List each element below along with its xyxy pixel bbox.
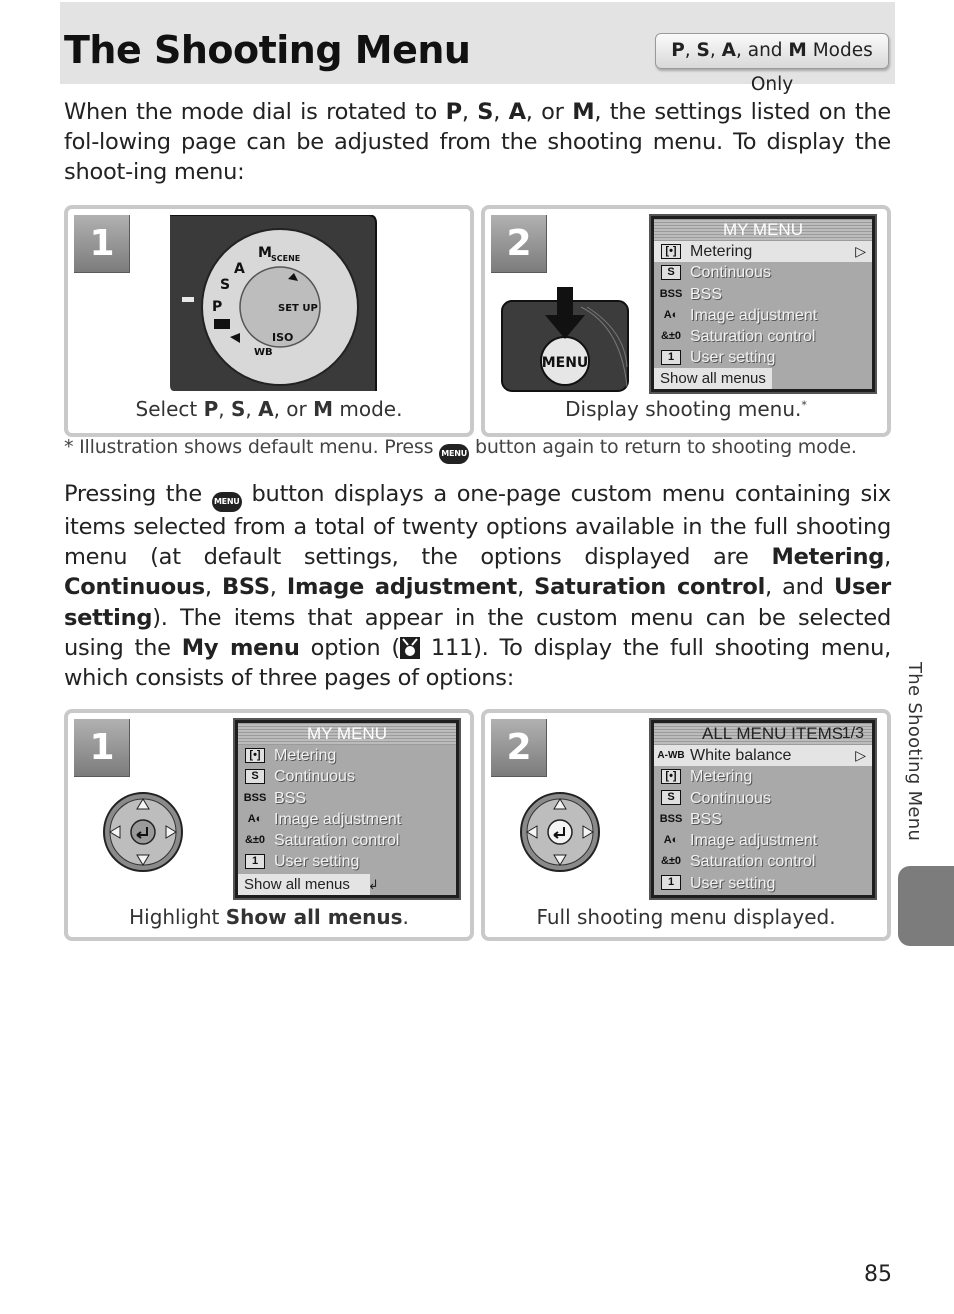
continuous-icon: S	[657, 790, 685, 807]
page-indicator: 1/3	[841, 725, 864, 742]
body-text: ,	[884, 544, 891, 571]
my-menu-title: MY MENU	[654, 219, 872, 241]
modes-badge	[655, 33, 889, 95]
step-number: 2	[491, 719, 547, 777]
caption-text: ,	[218, 397, 231, 421]
menu-button-icon: MENU	[212, 492, 242, 512]
image-adjustment-icon: A◐	[663, 308, 679, 321]
intro-mode-s: S	[477, 99, 494, 125]
intro-text: , the settings listed on the fol-lowing page can be adjusted from the shooting menu. To display the shoot-ing menu:	[64, 99, 891, 186]
menu-item-user-setting[interactable]: 1 User setting	[654, 347, 872, 368]
metering-icon: [•]	[657, 768, 685, 785]
image-adjustment-icon: A◐	[247, 812, 263, 825]
menu-item-continuous[interactable]: S Continuous	[654, 788, 872, 809]
dial-label-iso: ISO	[272, 331, 294, 344]
caption-text: ,	[245, 397, 259, 421]
step-panel-display-menu	[481, 205, 891, 437]
menu-item-saturation-control[interactable]: &±0 Saturation control	[654, 326, 872, 347]
bss-icon: BSS	[659, 287, 683, 300]
term-user-setting: User setting	[64, 574, 891, 631]
menu-item-bss[interactable]: BSS BSS	[654, 284, 872, 305]
step-caption	[68, 397, 470, 421]
dial-label-scene: SCENE	[271, 254, 301, 263]
side-tab-label: The Shooting Menu	[904, 662, 925, 842]
footnote	[64, 436, 894, 464]
caption-text: Select	[135, 397, 204, 421]
term-image-adjustment: Image adjustment	[286, 574, 518, 601]
user-setting-icon: 1	[657, 349, 685, 366]
camera-mode-icon	[214, 319, 230, 329]
dial-label-m: M	[258, 245, 272, 261]
dial-label-wb: WB	[254, 347, 273, 358]
my-menu-screen	[649, 214, 877, 394]
step-panel-highlight-show-all	[64, 709, 474, 941]
caption-mode-m: M	[313, 397, 334, 421]
caption-mode-a: A	[258, 397, 274, 421]
caption-text: mode.	[333, 397, 403, 421]
bss-icon: BSS	[659, 812, 683, 825]
menu-item-image-adjustment[interactable]: A◐ Image adjustment	[654, 305, 872, 326]
page-number: 85	[864, 1262, 892, 1287]
step-number: 1	[74, 719, 130, 777]
body-text: ). The items that appear in the custom menu can be selected using the	[64, 604, 891, 661]
show-all-menus-item-highlighted[interactable]	[238, 874, 379, 895]
footnote-marker: *	[801, 398, 807, 412]
step-panel-select-mode	[64, 205, 474, 437]
badge-sep: ,	[709, 40, 722, 61]
multi-selector-illustration	[519, 791, 601, 873]
all-menu-items-screen	[649, 718, 877, 900]
intro-mode-m: M	[572, 99, 595, 125]
intro-mode-p: P	[445, 99, 462, 125]
arrow-right-icon: ▷	[855, 747, 866, 763]
show-all-label: Show all menus	[244, 876, 350, 893]
menu-item-metering[interactable]: [•] Metering ▷	[654, 241, 872, 262]
caption-mode-p: P	[203, 397, 219, 421]
step-caption	[485, 397, 887, 421]
footnote-text: button again to return to shooting mode.	[469, 436, 857, 458]
badge-mode-m: M	[788, 40, 807, 61]
intro-text: When the mode dial is rotated to	[64, 99, 446, 125]
saturation-icon: &±0	[244, 834, 266, 847]
my-menu-screen-show-all	[233, 718, 461, 900]
all-menu-title-bar	[654, 723, 872, 745]
dial-label-s: S	[220, 277, 231, 293]
step-number: 1	[74, 215, 130, 273]
menu-item-user-setting[interactable]: 1 User setting	[238, 851, 456, 872]
body-text: Pressing the	[64, 481, 212, 507]
menu-item-saturation-control[interactable]: &±0 Saturation control	[238, 830, 456, 851]
page-title: The Shooting Menu	[64, 28, 471, 72]
menu-item-metering[interactable]: [•] Metering	[238, 745, 456, 766]
dial-label-a: A	[234, 261, 245, 277]
my-menu-title: MY MENU	[238, 723, 456, 745]
caption-text: , or	[273, 397, 314, 421]
all-menu-title: ALL MENU ITEMS	[702, 724, 844, 743]
badge-sep: ,	[684, 40, 697, 61]
menu-item-image-adjustment[interactable]: A◐ Image adjustment	[654, 830, 872, 851]
intro-paragraph	[64, 97, 891, 188]
user-setting-icon: 1	[241, 853, 269, 870]
badge-suffix: Modes Only	[750, 40, 873, 95]
image-adjustment-icon: A◐	[663, 834, 679, 847]
badge-mode-p: P	[671, 40, 685, 61]
caption-text: Full shooting menu displayed.	[536, 905, 836, 929]
menu-item-continuous[interactable]: S Continuous	[654, 262, 872, 283]
menu-item-image-adjustment[interactable]: A◐ Image adjustment	[238, 809, 456, 830]
caption-text: Display shooting menu.	[565, 397, 802, 421]
term-bss: BSS	[221, 574, 270, 601]
saturation-icon: &±0	[660, 855, 682, 868]
footnote-text: * Illustration shows default menu. Press	[64, 436, 440, 458]
intro-text: ,	[493, 99, 509, 125]
menu-button-label: MENU	[541, 355, 589, 371]
menu-item-white-balance[interactable]: A-WB White balance ▷	[654, 745, 872, 766]
page-reference-icon	[400, 637, 420, 659]
enter-icon: ↲	[367, 877, 379, 892]
arrow-right-icon: ▷	[855, 243, 866, 259]
body-text: option (	[299, 634, 400, 661]
multi-selector-illustration	[102, 791, 184, 873]
continuous-icon: S	[241, 768, 269, 785]
metering-icon: [•]	[241, 747, 269, 764]
body-text: ,	[269, 574, 287, 601]
menu-item-saturation-control[interactable]: &±0 Saturation control	[654, 851, 872, 872]
saturation-icon: &±0	[660, 330, 682, 343]
menu-item-bss[interactable]: BSS BSS	[654, 809, 872, 830]
mode-dial-illustration	[168, 215, 378, 395]
metering-icon: [•]	[657, 243, 685, 260]
menu-button-icon: MENU	[439, 444, 469, 464]
step-caption	[68, 905, 470, 929]
body-paragraph	[64, 479, 891, 693]
menu-item-continuous[interactable]: S Continuous	[238, 766, 456, 787]
body-text: ,	[517, 574, 535, 601]
badge-mode-s: S	[696, 40, 710, 61]
dial-label-setup: SET UP	[278, 303, 318, 314]
menu-item-user-setting[interactable]: 1 User setting	[654, 873, 872, 894]
intro-text: , or	[525, 99, 573, 125]
side-tab-marker	[898, 866, 954, 946]
step-panel-full-menu	[481, 709, 891, 941]
body-text: 111). To display the full shooting menu, which consists of three pages of options:	[64, 634, 891, 692]
menu-item-bss[interactable]: BSS BSS	[238, 788, 456, 809]
menu-button-illustration	[501, 287, 631, 393]
term-my-menu: My menu	[181, 634, 300, 661]
badge-mode-a: A	[721, 40, 736, 61]
term-metering: Metering	[771, 544, 885, 571]
menu-item-metering[interactable]: [•] Metering	[654, 766, 872, 787]
term-saturation-control: Saturation control	[534, 574, 766, 601]
intro-text: ,	[461, 99, 478, 125]
body-text: button displays a one-page custom menu containing six items selected from a total of twenty options available in the full shooting menu (at default settings, the options displayed are	[64, 481, 891, 571]
white-balance-icon: A-WB	[657, 750, 685, 761]
caption-show-all-menus: Show all menus	[225, 905, 403, 929]
user-setting-icon: 1	[657, 875, 685, 892]
step-number: 2	[491, 215, 547, 273]
caption-mode-s: S	[230, 397, 246, 421]
dial-label-p: P	[212, 299, 223, 315]
term-continuous: Continuous	[64, 574, 205, 601]
caption-text: .	[402, 905, 409, 929]
bss-icon: BSS	[243, 791, 267, 804]
caption-text: Highlight	[129, 905, 226, 929]
body-text: ,	[204, 574, 222, 601]
continuous-icon: S	[657, 264, 685, 281]
show-all-menus-item[interactable]: Show all menus	[654, 368, 772, 389]
intro-mode-a: A	[508, 99, 526, 125]
badge-sep: , and	[735, 40, 789, 61]
step-caption	[485, 905, 887, 929]
body-text: , and	[765, 574, 834, 601]
